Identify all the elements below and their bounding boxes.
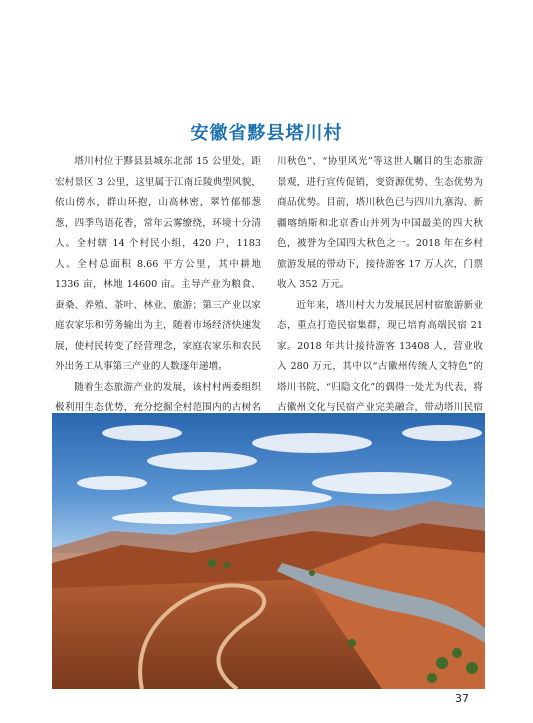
paragraph: 川秋色”、“协里风光”等这世人瞩目的生态旅游景观，进行宣传促销，变资源优势、生态优势为商品优势。目前，塔川秋色已与四川九寨沟、新疆喀纳斯和北京香山并列为中国最美的四大秋色，被誉为全国四大秋色之一。2018 年在乡村旅游发展的带动下，接待游客 17 万人次，门票收入 352 万元。 xyxy=(277,156,483,290)
page-number: 37 xyxy=(455,692,469,705)
paragraph: 塔川村位于黟县县城东北部 15 公里处，距宏村景区 3 公里，这里属于江南丘陵典型风貌，依山傍水，群山环抱，山高林密，翠竹郁郁葱葱，四季鸟语花香，常年云雾缭绕，环境十分清人。全村辖 14 个村民小组，420 户，1183 人。全村总面积 8.66 平方公里，其中耕地 1336 亩，林地 14600 亩。主导产业为粮食、蚕桑、养殖、茶叶、林业、旅游；第三产业以家庭农家乐和劳务输出为主，随着市场经济快速发展，使村民转变了经营理念，家庭农家乐和农民外出务工从事第三产业的人数逐年递增。 xyxy=(55,156,261,372)
landscape-illustration xyxy=(52,413,485,689)
paragraph: 近年来，塔川村大力发展民居村宿旅游新业态，重点打造民宿集群，现已培育高端民宿 21 家。2018 年共计接待游客 13408 人，营业收入 280 万元，其中以“古徽州传统人文特色”的塔川书院、“归隐文化”的偶得一处尤为代表，将古徽州文化与民宿产业完美融合，带动塔川民宿 xyxy=(277,299,483,413)
page-title: 安徽省黟县塔川村 xyxy=(190,123,343,144)
paragraph: 随着生态旅游产业的发展，该村村两委组织极利用生态优势，充分挖掘全村范围内的古树名 xyxy=(55,381,261,413)
right-column xyxy=(277,152,483,439)
landscape-photo xyxy=(52,413,485,689)
